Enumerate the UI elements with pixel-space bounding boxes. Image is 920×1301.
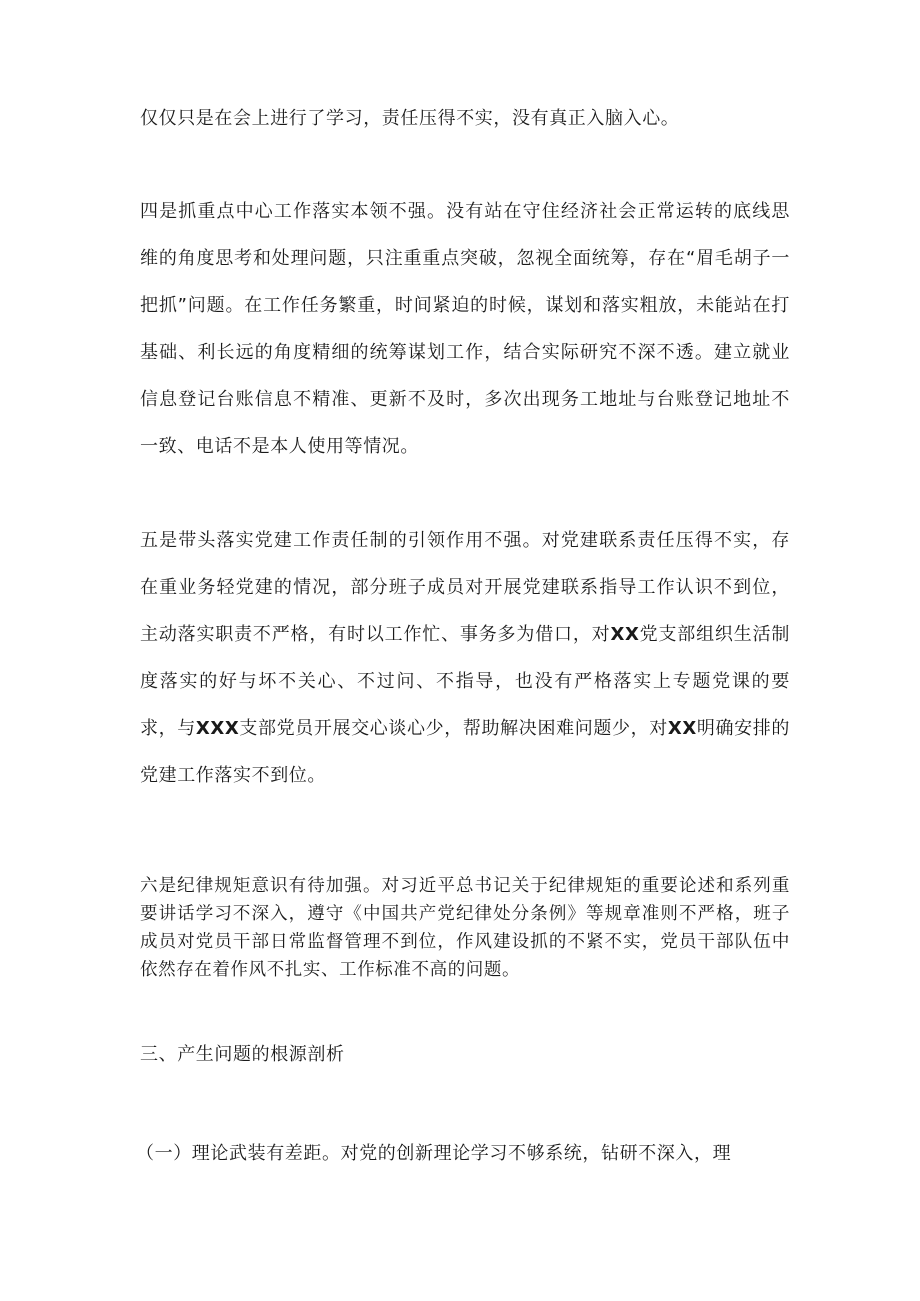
paragraph-6-discipline: 六是纪律规矩意识有待加强。对习近平总书记关于纪律规矩的重要论述和系列重要讲话学习不深入，遵守《中国共产党纪律处分条例》等规章准则不严格，班子成员对党员干部日常监督管理不到位，作风建设抓的不紧不实，党员干部队伍中依然存在着作风不扎实、工作标准不高的问题。 (140, 876, 790, 980)
placeholder-xxx: XXX (195, 718, 240, 739)
paragraph-5-text-part3: 支部党员开展交心谈心少，帮助解决困难问题少，对 (239, 718, 668, 739)
paragraph-5-text-part4: 明确安排的党建工作落实不到位。 (140, 718, 790, 786)
paragraph-5-text-part2: 党支部组织生活制度落实的好与坏不关心、不过问、不指导，也没有严格落实上专题党课的要求，与 (140, 624, 790, 739)
paragraph-4-focus-work: 四是抓重点中心工作落实本领不强。没有站在守住经济社会正常运转的底线思维的角度思考和处理问题，只注重重点突破，忽视全面统筹，存在“眉毛胡子一把抓”问题。在工作任务繁重，时间紧迫的时候，谋划和落实粗放，未能站在打基础、利长远的角度精细的统筹谋划工作，结合实际研究不深不透。建立就业信息登记台账信息不精准、更新不及时，多次出现务工地址与台账登记地址不一致、电话不是本人使用等情况。 (140, 201, 790, 457)
placeholder-xx-1: XX (610, 624, 640, 645)
section-heading-root-causes: 三、产生问题的根源剖析 (140, 1044, 345, 1065)
paragraph-theory-arming: （一）理论武装有差距。对党的创新理论学习不够系统，钻研不深入，理 (136, 1143, 732, 1164)
paragraph-1: 仅仅只是在会上进行了学习，责任压得不实，没有真正入脑入心。 (140, 108, 680, 129)
paragraph-5-party-building (140, 517, 790, 799)
paragraph-5-text-part1: 五是带头落实党建工作责任制的引领作用不强。对党建联系责任压得不实，存在重业务轻党建的情况，部分班子成员对开展党建联系指导工作认识不到位，主动落实职责不严格，有时以工作忙、事务多为借口，对 (140, 530, 790, 645)
placeholder-xx-2: XX (667, 718, 697, 739)
